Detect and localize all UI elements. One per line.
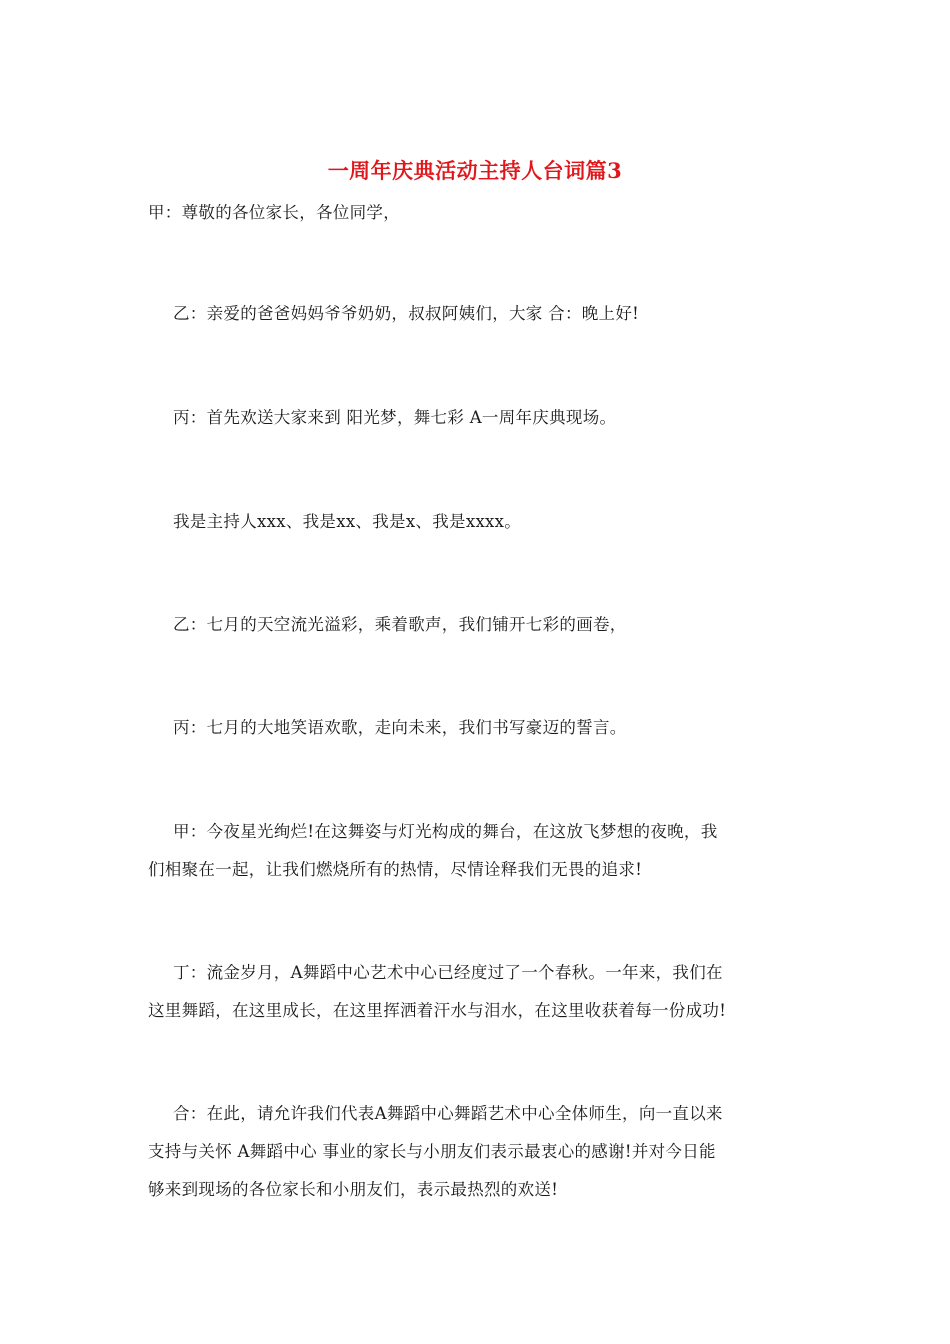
- paragraph-line-5: 乙：七月的天空流光溢彩，乘着歌声，我们铺开七彩的画卷，: [173, 615, 627, 634]
- paragraph-line-9: 丁：流金岁月，A舞蹈中心艺术中心已经度过了一个春秋。一年来，我们在: [173, 963, 723, 982]
- document-title: 一周年庆典活动主持人台词篇3: [327, 158, 623, 183]
- paragraph-line-10: 这里舞蹈，在这里成长，在这里挥洒着汗水与泪水，在这里收获着每一份成功!: [148, 1001, 727, 1020]
- paragraph-line-11: 合：在此，请允许我们代表A舞蹈中心舞蹈艺术中心全体师生，向一直以来: [173, 1104, 723, 1123]
- paragraph-line-7: 甲：今夜星光绚烂!在这舞姿与灯光构成的舞台，在这放飞梦想的夜晚，我: [173, 822, 718, 841]
- paragraph-line-1: 甲：尊敬的各位家长，各位同学，: [148, 203, 400, 222]
- paragraph-line-2: 乙：亲爱的爸爸妈妈爷爷奶奶，叔叔阿姨们，大家 合：晚上好!: [173, 304, 640, 323]
- paragraph-line-13: 够来到现场的各位家长和小朋友们，表示最热烈的欢送!: [148, 1180, 559, 1199]
- paragraph-line-6: 丙：七月的大地笑语欢歌，走向未来，我们书写豪迈的誓言。: [173, 718, 627, 737]
- paragraph-line-12: 支持与关怀 A舞蹈中心 事业的家长与小朋友们表示最衷心的感谢!并对今日能: [148, 1142, 716, 1161]
- paragraph-line-8: 们相聚在一起，让我们燃烧所有的热情，尽情诠释我们无畏的追求!: [148, 860, 643, 879]
- paragraph-line-3: 丙：首先欢送大家来到 阳光梦，舞七彩 A一周年庆典现场。: [173, 408, 617, 427]
- paragraph-line-4: 我是主持人xxx、我是xx、我是x、我是xxxx。: [173, 512, 522, 531]
